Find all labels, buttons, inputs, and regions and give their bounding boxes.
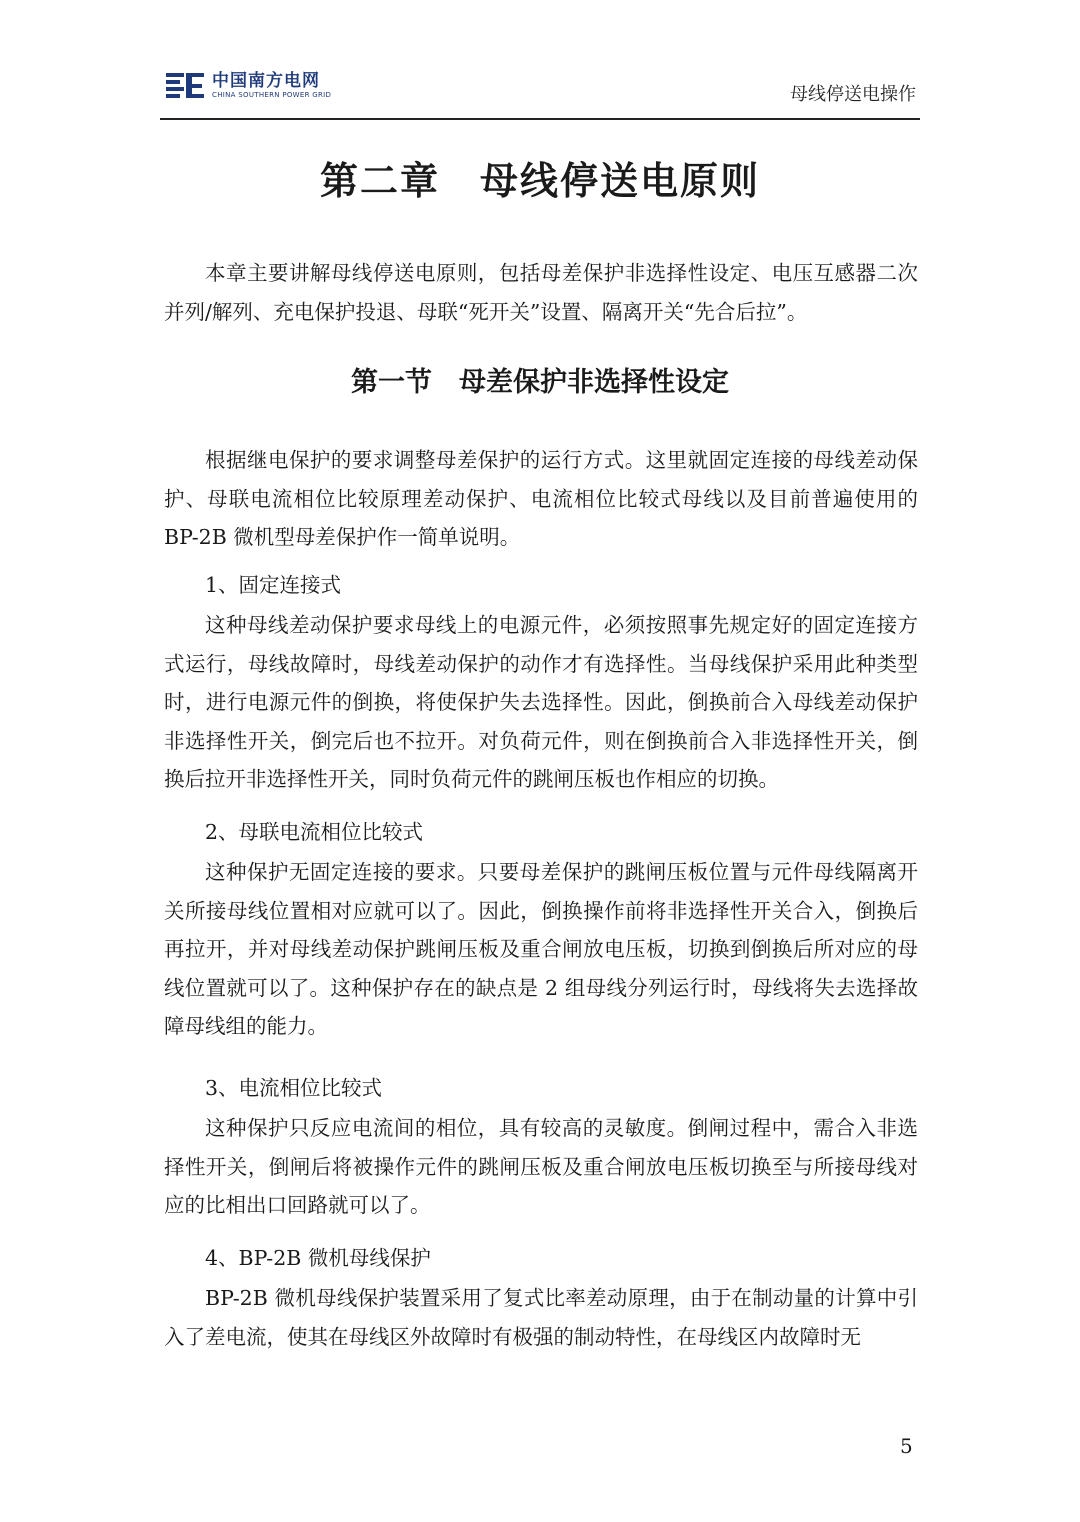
- logo-chinese-name: 中国南方电网: [212, 71, 320, 91]
- item-heading-3: 3、电流相位比较式: [205, 1076, 383, 1100]
- running-title: 母线停送电操作: [790, 84, 916, 105]
- item-body-1: 这种母线差动保护要求母线上的电源元件，必须按照事先规定好的固定连接方式运行，母线故障时，母线差动保护的动作才有选择性。当母线保护采用此种类型时，进行电源元件的倒换，将使保护失去选择性。因此，倒换前合入母线差动保护非选择性开关，倒完后也不拉开。对负荷元件，则在倒换前合入非选择性开关，倒换后拉开非选择性开关，同时负荷元件的跳闸压板也作相应的切换。: [164, 613, 918, 791]
- chapter-intro: 本章主要讲解母线停送电原则，包括母差保护非选择性设定、电压互感器二次并列/解列、充电保护投退、母联“死开关”设置、隔离开关“先合后拉”。: [164, 261, 918, 324]
- chapter-title: 第二章 母线停送电原则: [319, 159, 760, 203]
- power-grid-logo-icon: [166, 70, 206, 102]
- page-header: [160, 66, 920, 120]
- item-heading-2: 2、母联电流相位比较式: [205, 820, 424, 844]
- section-title: 第一节 母差保护非选择性设定: [351, 367, 729, 398]
- company-logo: [166, 70, 331, 102]
- logo-english-name: CHINA SOUTHERN POWER GRID: [212, 91, 332, 99]
- page-number: 5: [900, 1434, 913, 1458]
- item-body-3: 这种保护只反应电流间的相位，具有较高的灵敏度。倒闸过程中，需合入非选择性开关，倒闸后将被操作元件的跳闸压板及重合闸放电压板切换至与所接母线对应的比相出口回路就可以了。: [164, 1116, 918, 1217]
- section-intro: 根据继电保护的要求调整母差保护的运行方式。这里就固定连接的母线差动保护、母联电流相位比较原理差动保护、电流相位比较式母线以及目前普遍使用的 BP-2B 微机型母差保护作一简单说明。: [164, 448, 918, 549]
- item-heading-4: 4、BP-2B 微机母线保护: [205, 1246, 431, 1270]
- item-body-2: 这种保护无固定连接的要求。只要母差保护的跳闸压板位置与元件母线隔离开关所接母线位置相对应就可以了。因此，倒换操作前将非选择性开关合入，倒换后再拉开，并对母线差动保护跳闸压板及重合闸放电压板，切换到倒换后所对应的母线位置就可以了。这种保护存在的缺点是 2 组母线分列运行时，母线将失去选择故障母线组的能力。: [164, 860, 918, 1038]
- item-heading-1: 1、固定连接式: [205, 573, 342, 597]
- item-body-4: BP-2B 微机母线保护装置采用了复式比率差动原理，由于在制动量的计算中引入了差电流，使其在母线区外故障时有极强的制动特性，在母线区内故障时无: [164, 1286, 918, 1349]
